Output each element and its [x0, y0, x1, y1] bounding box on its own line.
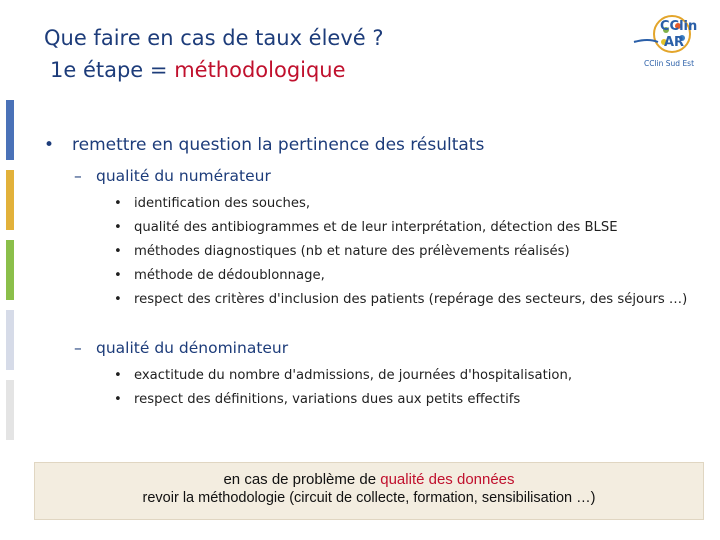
main-bullet: [44, 132, 716, 158]
dash-marker: –: [74, 339, 82, 357]
list-item-text: identification des souches,: [134, 196, 311, 211]
dash-marker: –: [74, 167, 82, 185]
stripe-blue: [6, 100, 14, 160]
conclusion-line-1: [35, 471, 703, 488]
list-item-text: méthodes diagnostiques (nb et nature des prélèvements réalisés): [134, 244, 570, 259]
numerator-heading: [44, 164, 716, 188]
list-item-text: respect des critères d'inclusion des patients (repérage des secteurs, des séjours …): [134, 292, 688, 307]
title-line-2-prefix: 1e étape =: [50, 58, 175, 82]
denominator-list: [44, 364, 716, 412]
list-item: • identification des souches,: [114, 196, 311, 211]
stripe-light-1: [6, 310, 14, 370]
logo-text-cclin: CClin: [660, 19, 698, 34]
list-item: • respect des définitions, variations dues aux petits effectifs: [114, 392, 521, 407]
conclusion-box: [34, 462, 704, 520]
stripe-light-2: [6, 380, 14, 440]
denominator-heading: [44, 336, 716, 360]
title-line-2-accent: méthodologique: [174, 58, 346, 82]
conclusion-line-2: revoir la méthodologie (circuit de collecte, formation, sensibilisation …): [142, 490, 596, 506]
title-line-2: [44, 54, 604, 86]
slide-content: [44, 132, 716, 412]
cclin-logo-graphic: [628, 12, 710, 74]
main-bullet-text: remettre en question la pertinence des résultats: [72, 135, 485, 155]
conclusion-accent: qualité des données: [380, 471, 515, 488]
list-item: • qualité des antibiogrammes et de leur interprétation, détection des BLSE: [114, 220, 618, 235]
list-item-text: respect des définitions, variations dues aux petits effectifs: [134, 392, 521, 407]
numerator-heading-text: qualité du numérateur: [96, 167, 271, 185]
cclin-logo: [628, 12, 710, 74]
list-item: • respect des critères d'inclusion des patients (repérage des secteurs, des séjours …): [114, 292, 688, 307]
list-item: • méthodes diagnostiques (nb et nature des prélèvements réalisés): [114, 244, 570, 259]
list-item: • méthode de dédoublonnage,: [114, 268, 325, 283]
list-item-text: méthode de dédoublonnage,: [134, 268, 325, 283]
stripe-green: [6, 240, 14, 300]
list-item-text: qualité des antibiogrammes et de leur interprétation, détection des BLSE: [134, 220, 618, 235]
logo-text-ar: AR: [664, 35, 685, 50]
list-item: • exactitude du nombre d'admissions, de journées d'hospitalisation,: [114, 368, 573, 383]
denominator-heading-text: qualité du dénominateur: [96, 339, 289, 357]
color-stripes: [0, 100, 14, 460]
numerator-list: [44, 192, 716, 312]
bullet-dot: •: [44, 135, 55, 155]
logo-text-bottom: CClin Sud Est: [644, 59, 695, 68]
list-item-text: exactitude du nombre d'admissions, de journées d'hospitalisation,: [134, 368, 573, 383]
conclusion-prefix: en cas de problème de: [223, 471, 381, 488]
stripe-yellow: [6, 170, 14, 230]
slide-title: [44, 22, 604, 86]
title-line-1: Que faire en cas de taux élevé ?: [44, 26, 384, 50]
